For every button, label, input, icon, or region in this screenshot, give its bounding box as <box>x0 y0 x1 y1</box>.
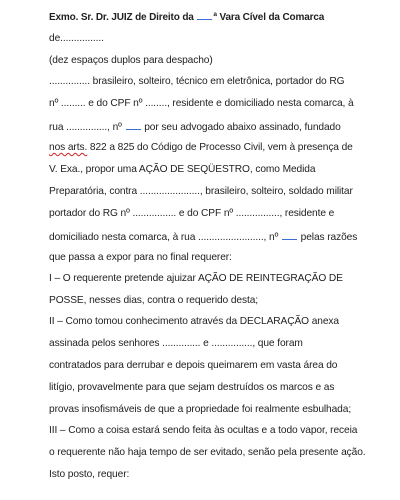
number-blank-2 <box>282 230 297 240</box>
heading <box>49 10 324 24</box>
vara-blank <box>197 10 212 20</box>
p1-line1: ............... brasileiro, solteiro, técnico em eletrônica, portador do RG <box>49 76 345 87</box>
p1-line3-pre: rua ..............., nº <box>49 122 125 133</box>
p1-line8-pre: domiciliado nesta comarca, à rua ........................, nº <box>49 232 281 243</box>
heading-pre: Exmo. Sr. Dr. JUIZ de Direito da <box>49 12 197 23</box>
item1-line2: POSSE, nesses dias, contra o requerido desta; <box>49 295 258 306</box>
p1-line4 <box>49 142 353 154</box>
item2-line5: provas insofismáveis de que a propriedade foi realmente esbulhada; <box>49 404 352 415</box>
item2-line2: assinada pelos senhores .............. e ..............., que foram <box>49 338 303 349</box>
p1-line9: que passa a expor para no final requerer: <box>49 252 232 263</box>
item2-line4: litígio, provavelmente para que sejam destruídos os marcos e as <box>49 382 335 393</box>
item1-line1: I – O requerente pretende ajuizar AÇÃO DE REINTEGRAÇÃO DE <box>49 273 343 284</box>
line-espacos: (dez espaços duplos para despacho) <box>49 55 213 66</box>
p1-line8 <box>49 230 357 244</box>
heading-post: ª Vara Cível da Comarca <box>213 12 325 23</box>
item3-line2: o requerente não haja tempo de ser evitado, senão pela presente ação. <box>49 447 366 458</box>
item3-line1: III – Como a coisa estará sendo feita às ocultas e a todo vapor, receia <box>49 425 358 436</box>
p1-line2: nº ......... e do CPF nº ........, residente e domiciliado nesta comarca, à <box>49 98 354 109</box>
line-de: de................ <box>49 33 104 44</box>
p1-line3 <box>49 120 341 134</box>
item2-line3: contratados para derrubar e depois queimarem em vasta área do <box>49 360 338 371</box>
p1-line3-post: por seu advogado abaixo assinado, fundado <box>141 122 341 133</box>
item2-line1: II – Como tomou conhecimento através da DECLARAÇÃO anexa <box>49 316 339 327</box>
p1-line6: Preparatória, contra ......................, brasileiro, solteiro, soldado militar <box>49 186 353 197</box>
arts-word: nos arts. <box>49 142 88 153</box>
p1-line8-post: pelas razões <box>297 232 358 243</box>
p1-line4-rest: 822 a 825 do Código de Processo Civil, vem à presença de <box>87 142 353 153</box>
p1-line5: V. Exa., propor uma AÇÃO DE SEQÜESTRO, como Medida <box>49 164 316 175</box>
p1-line7: portador do RG nº ................ e do CPF nº ................, residente e <box>49 208 335 219</box>
number-blank <box>126 120 141 130</box>
closing-line: Isto posto, requer: <box>49 469 130 480</box>
